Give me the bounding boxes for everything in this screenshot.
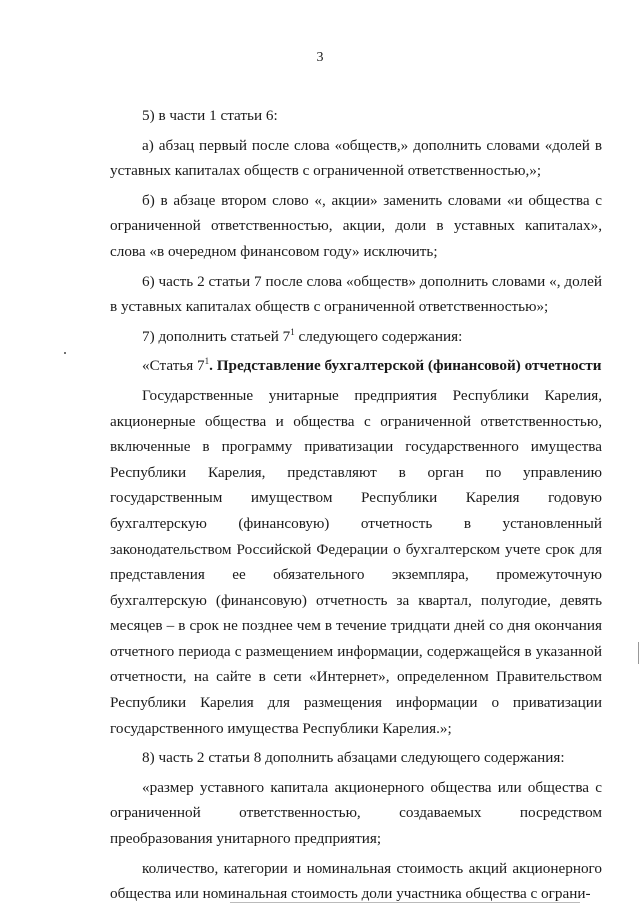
scan-edge-mark — [638, 642, 639, 664]
article-heading-title: Представление бухгалтерской (финансовой) отчетности — [212, 357, 602, 375]
item-7-text-end: следующего содержания: — [294, 327, 463, 345]
paragraph-item-6: 6) часть 2 статьи 7 после слова «обществ» дополнить словами «, долей в уставных капиталах обществ с ограниченной ответственностью»; — [110, 272, 602, 316]
paragraph-added-1: «размер уставного капитала акционерного общества или общества с ограниченной ответственностью, создаваемых посредством преобразования унитарного предприятия; — [110, 778, 602, 848]
article-heading-dot: . — [209, 357, 213, 375]
article-heading — [110, 353, 602, 379]
article-body: Государственные унитарные предприятия Республики Карелия, акционерные общества и общества с ограниченной ответственностью, включенные в программу приватизации государственного имущества Республики Карелия, представляют в орган по управлению государственным имуществом Республики Карелия годовую бухгалтерскую (финансовую) отчетность в установленный законодательством Российской Федерации о бухгалтерском учете срок для представления ее обязательного экземпляра, промежуточную бухгалтерскую (финансовую) отчетность за квартал, полугодие, девять месяцев – в срок не позднее чем в течение тридцати дней со дня окончания отчетного периода с размещением информации, содержащейся в указанной отчетности, на сайте в сети «Интернет», определенном Правительством Республики Карелия для размещения информации о приватизации государственного имущества Республики Карелия.»; — [110, 386, 602, 737]
document-body — [110, 103, 602, 911]
paragraph-item-8: 8) часть 2 статьи 8 дополнить абзацами следующего содержания: — [142, 749, 565, 767]
paragraph-item-7 — [110, 324, 602, 350]
paragraph-added-2: количество, категории и номинальная стоимость акций акционерного общества или номинальная стоимость доли участника общества с ограни- — [110, 859, 602, 903]
page-number: 3 — [316, 50, 324, 65]
scan-speck — [64, 352, 66, 354]
paragraph-item-5: 5) в части 1 статьи 6: — [142, 107, 278, 124]
scan-bottom-line — [230, 902, 580, 903]
paragraph-subitem-a: а) абзац первый после слова «обществ,» дополнить словами «долей в уставных капиталах обществ с ограниченной ответственностью,»; — [110, 136, 602, 180]
item-7-superscript: 1 — [290, 326, 295, 337]
item-7-text: 7) дополнить статьей 7 — [142, 327, 291, 345]
paragraph-subitem-b: б) в абзаце втором слово «, акции» заменить словами «и общества с ограниченной ответственностью, акции, доли в уставных капиталах», слова «в очередном финансовом году» исключить; — [110, 191, 602, 260]
article-heading-prefix: «Статья 7 — [142, 357, 205, 375]
article-heading-superscript: 1 — [204, 356, 210, 367]
